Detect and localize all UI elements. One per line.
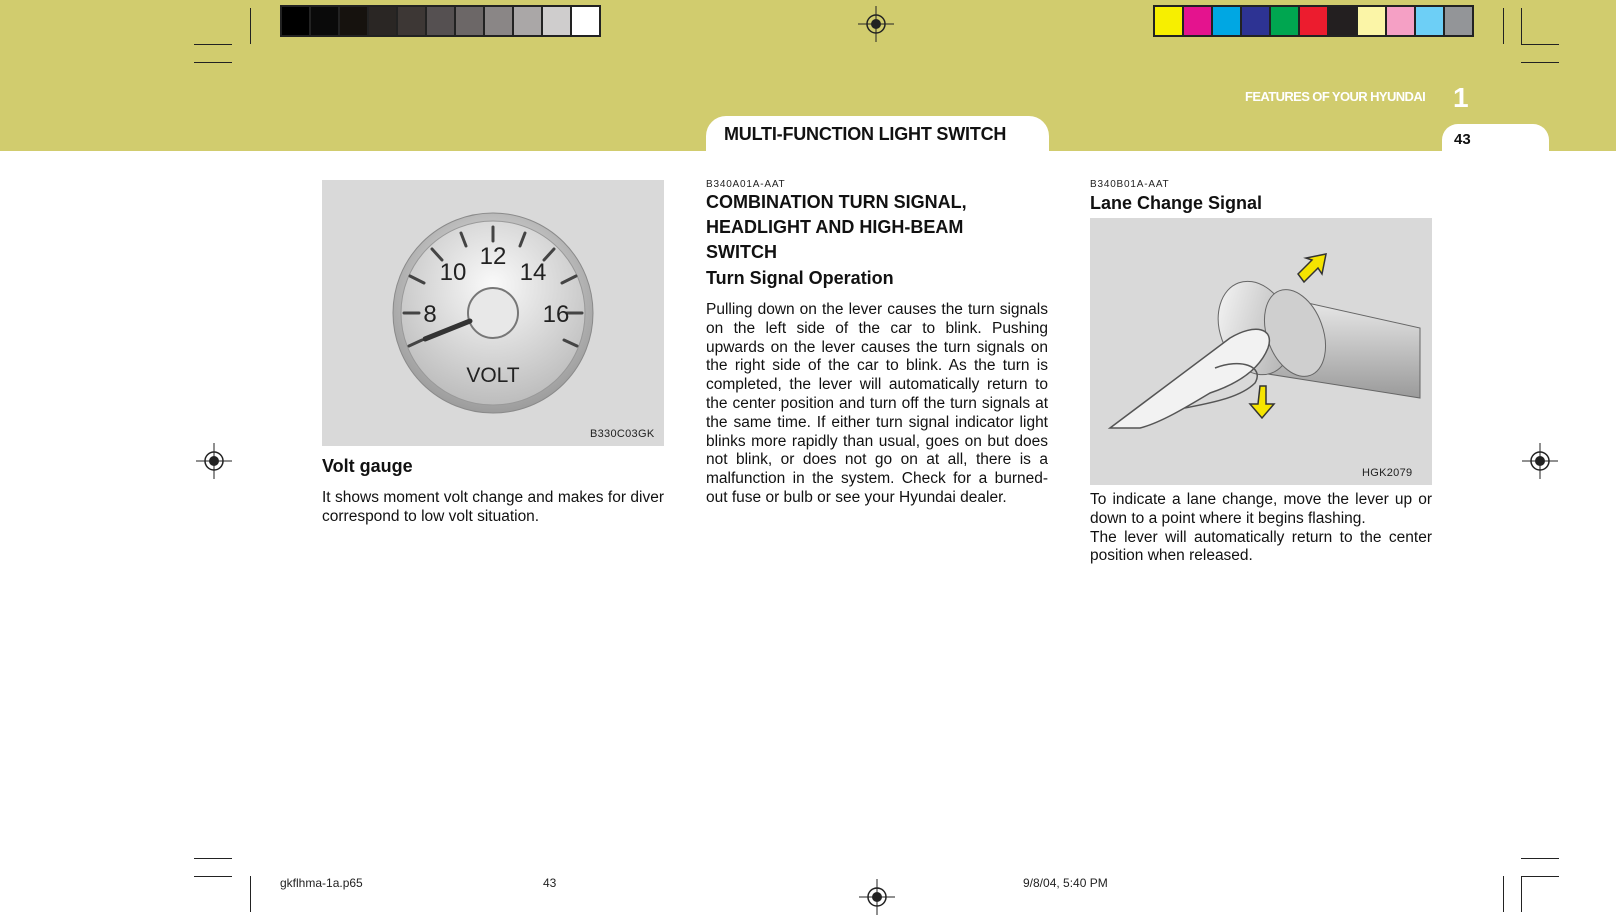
- color-swatch: [398, 7, 425, 35]
- gauge-label-10: 10: [439, 259, 467, 286]
- section-heading-line: SWITCH: [706, 242, 777, 262]
- gauge-label-12: 12: [479, 243, 507, 270]
- color-swatch: [1184, 7, 1211, 35]
- arrow-down-icon: [1250, 386, 1274, 418]
- lane-change-text: [1090, 491, 1432, 566]
- lane-change-paragraph: The lever will automatically return to the center position when released.: [1090, 528, 1432, 565]
- color-swatch: [1242, 7, 1269, 35]
- color-swatch: [340, 7, 367, 35]
- lane-change-paragraph: To indicate a lane change, move the lever up or down to a point where it begins flashing.: [1090, 491, 1432, 527]
- color-swatch: [1445, 7, 1472, 35]
- registration-mark-left: [194, 441, 234, 481]
- volt-gauge-figure: [322, 180, 664, 446]
- color-swatch: [1416, 7, 1443, 35]
- color-swatch: [1213, 7, 1240, 35]
- volt-gauge-heading: Volt gauge: [322, 456, 413, 476]
- gauge-unit-label: VOLT: [466, 364, 520, 387]
- section-heading-line: HEADLIGHT AND HIGH-BEAM: [706, 217, 964, 237]
- color-calibration-bar: [1153, 5, 1474, 37]
- color-swatch: [572, 7, 599, 35]
- volt-gauge-text: It shows moment volt change and makes for diver correspond to low volt situation.: [322, 489, 664, 525]
- color-swatch: [1358, 7, 1385, 35]
- turn-signal-subheading: Turn Signal Operation: [706, 268, 894, 288]
- lever-illustration: [1090, 218, 1432, 485]
- color-swatch: [427, 7, 454, 35]
- section-heading: [706, 190, 1048, 265]
- color-swatch: [1387, 7, 1414, 35]
- grayscale-calibration-bar: [280, 5, 601, 37]
- gauge-label-14: 14: [519, 259, 547, 286]
- color-swatch: [1300, 7, 1327, 35]
- footer-page: 43: [543, 876, 557, 890]
- hand-icon: [1110, 329, 1269, 428]
- section-code: B340A01A-AAT: [706, 179, 786, 190]
- page-tab: [1442, 124, 1549, 152]
- color-swatch: [543, 7, 570, 35]
- figure-code: HGK2079: [1362, 467, 1413, 479]
- color-swatch: [485, 7, 512, 35]
- registration-mark-bottom: [857, 877, 897, 917]
- gauge-label-8: 8: [423, 301, 437, 328]
- gauge-hub: [468, 288, 518, 338]
- section-code: B340B01A-AAT: [1090, 179, 1170, 190]
- section-title: FEATURES OF YOUR HYUNDAI: [1245, 89, 1426, 104]
- color-swatch: [369, 7, 396, 35]
- color-swatch: [311, 7, 338, 35]
- registration-mark-right: [1520, 441, 1560, 481]
- color-swatch: [514, 7, 541, 35]
- topic-title: MULTI-FUNCTION LIGHT SWITCH: [724, 124, 1007, 144]
- section-heading-line: COMBINATION TURN SIGNAL,: [706, 192, 967, 212]
- color-swatch: [1329, 7, 1356, 35]
- color-swatch: [1155, 7, 1182, 35]
- chapter-number: 1: [1453, 82, 1469, 113]
- footer-timestamp: 9/8/04, 5:40 PM: [1023, 876, 1108, 890]
- color-swatch: [1271, 7, 1298, 35]
- page-number: 43: [1454, 131, 1471, 148]
- registration-mark-top: [856, 4, 896, 44]
- turn-signal-text: Pulling down on the lever causes the turn signals on the left side of the car to blink. Pushing upwards on the lever causes the turn signals on the right side of the car to blink. As the turn is completed, the lever will automatically return to the center position and turn off the turn signals at the same time. If either turn signal indicator light blinks more rapidly than usual, goes on but does not blink, or does not go on at all, there is a malfunction in the system. Check for a burned-out fuse or bulb or see your Hyundai dealer.: [706, 301, 1048, 506]
- topic-tab: [706, 116, 1049, 152]
- arrow-up-icon: [1298, 254, 1326, 282]
- lane-change-figure: [1090, 218, 1432, 485]
- volt-gauge-illustration: [322, 180, 664, 446]
- color-swatch: [282, 7, 309, 35]
- gauge-label-16: 16: [542, 301, 570, 328]
- color-swatch: [456, 7, 483, 35]
- footer-filename: gkflhma-1a.p65: [280, 876, 363, 890]
- figure-code: B330C03GK: [590, 428, 655, 440]
- lane-change-heading: Lane Change Signal: [1090, 193, 1263, 213]
